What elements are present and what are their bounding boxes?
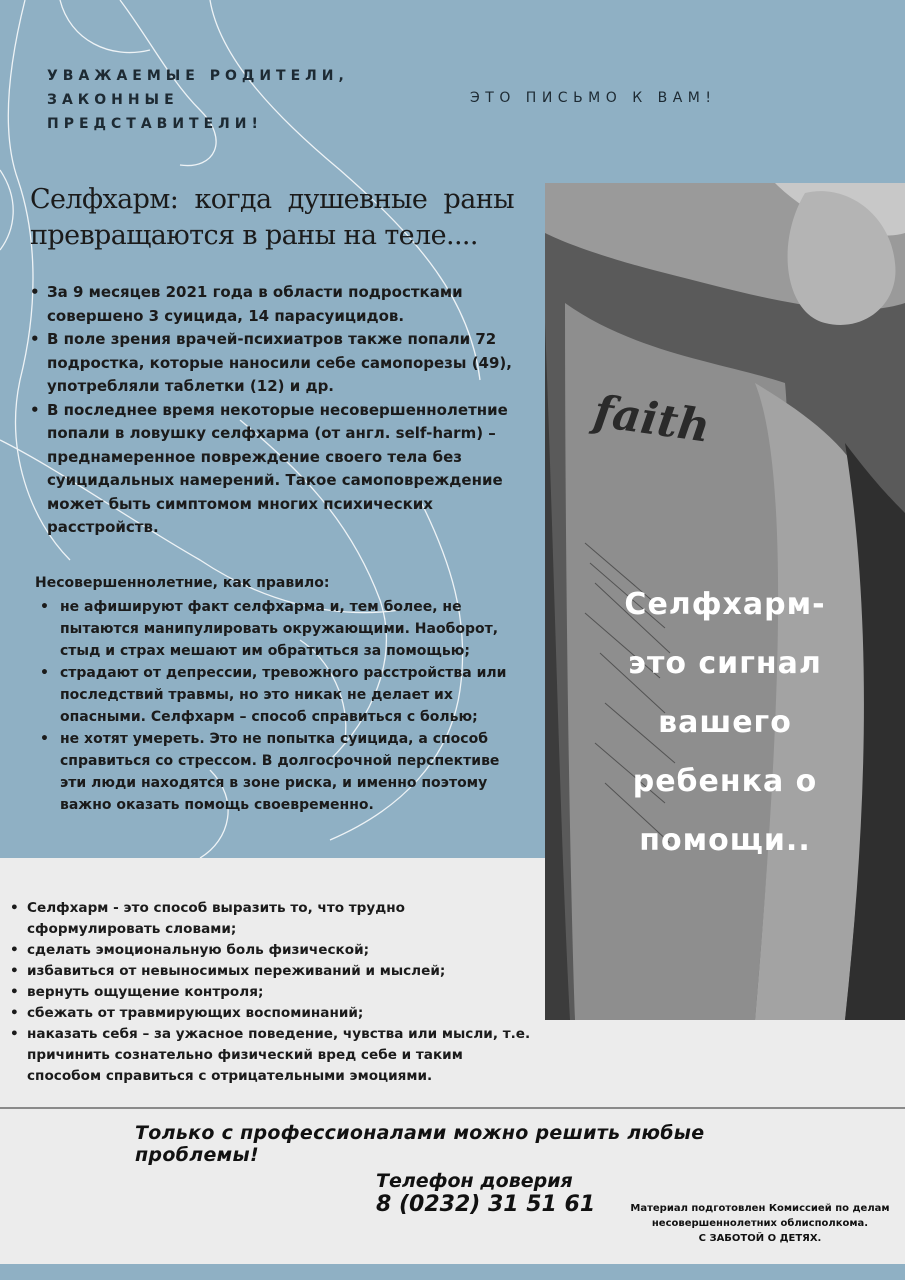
divider (0, 1107, 905, 1109)
slogan: Только с профессионалами можно решить любые проблемы! (135, 1122, 705, 1166)
hotline-block (376, 1170, 596, 1216)
list-item: • не хотят умереть. Это не попытка суицида, а способ справиться со стрессом. В долгосрочной перспективе эти люди находятся в зоне риска, и именно поэтому важно оказать помощь своевременно. (40, 728, 520, 816)
caption-line: помощи.. (639, 823, 811, 858)
bottom-blue-band (0, 1264, 905, 1280)
list-item: • сделать эмоциональную боль физической; (10, 940, 540, 961)
minors-intro: Несовершеннолетние, как правило: (35, 575, 330, 591)
greeting-line: УВАЖАЕМЫЕ РОДИТЕЛИ, (47, 68, 349, 84)
list-item: • не афишируют факт селфхарма и, тем более, не пытаются манипулировать окружающими. Наоборот, стыд и страх мешают им обратиться за помощью; (40, 596, 520, 662)
list-item: • За 9 месяцев 2021 года в области подростками совершено 3 суицида, 14 парасуицидов. (30, 281, 520, 328)
facts-list (30, 281, 520, 540)
tattoo-text: faith (590, 386, 714, 453)
list-item: • В поле зрения врачей-психиатров также попали 72 подростка, которые наносили себе самопорезы (49), употребляли таблетки (12) и др. (30, 328, 520, 399)
headline: Селфхарм: когда душевные раны превращаются в раны на теле.... (30, 184, 514, 251)
hotline-number[interactable]: 8 (0232) 31 51 61 (376, 1192, 596, 1217)
caption-line: это сигнал (628, 646, 822, 681)
caption-line: ребенка о (632, 764, 818, 799)
list-item: • Селфхарм - это способ выразить то, что трудно сформулировать словами; (10, 898, 540, 940)
list-item: • вернуть ощущение контроля; (10, 982, 540, 1003)
list-item: • В последнее время некоторые несовершеннолетние попали в ловушку селфхарма (от англ. self-harm) – преднамеренное повреждение своего тела без суицидальных намерений. Такое самоповреждение может быть симптомом многих психических расстройств. (30, 399, 520, 540)
greeting-block (47, 64, 407, 136)
credits (625, 1201, 895, 1246)
reasons-list (10, 898, 540, 1087)
credits-line: несовершеннолетних облисполкома. (651, 1218, 869, 1229)
greeting-line: ПРЕДСТАВИТЕЛИ! (47, 116, 263, 132)
hotline-label: Телефон доверия (376, 1170, 573, 1192)
minors-list (40, 596, 520, 816)
letter-note: ЭТО ПИСЬМО К ВАМ! (470, 90, 717, 106)
list-item: • избавиться от невыносимых переживаний и мыслей; (10, 961, 540, 982)
photo-caption (545, 575, 905, 870)
credits-line: С ЗАБОТОЙ О ДЕТЯХ. (698, 1233, 822, 1244)
greeting-line: ЗАКОННЫЕ (47, 92, 179, 108)
caption-line: Селфхарм- (624, 587, 826, 622)
list-item: • наказать себя – за ужасное поведение, чувства или мысли, т.е. причинить сознательно физический вред себе и таким способом справиться с отрицательными эмоциями. (10, 1024, 540, 1087)
caption-line: вашего (658, 705, 792, 740)
credits-line: Материал подготовлен Комиссией по делам (630, 1203, 890, 1214)
list-item: • сбежать от травмирующих воспоминаний; (10, 1003, 540, 1024)
list-item: • страдают от депрессии, тревожного расстройства или последствий травмы, но это никак не делает их опасными. Селфхарм – способ справиться с болью; (40, 662, 520, 728)
